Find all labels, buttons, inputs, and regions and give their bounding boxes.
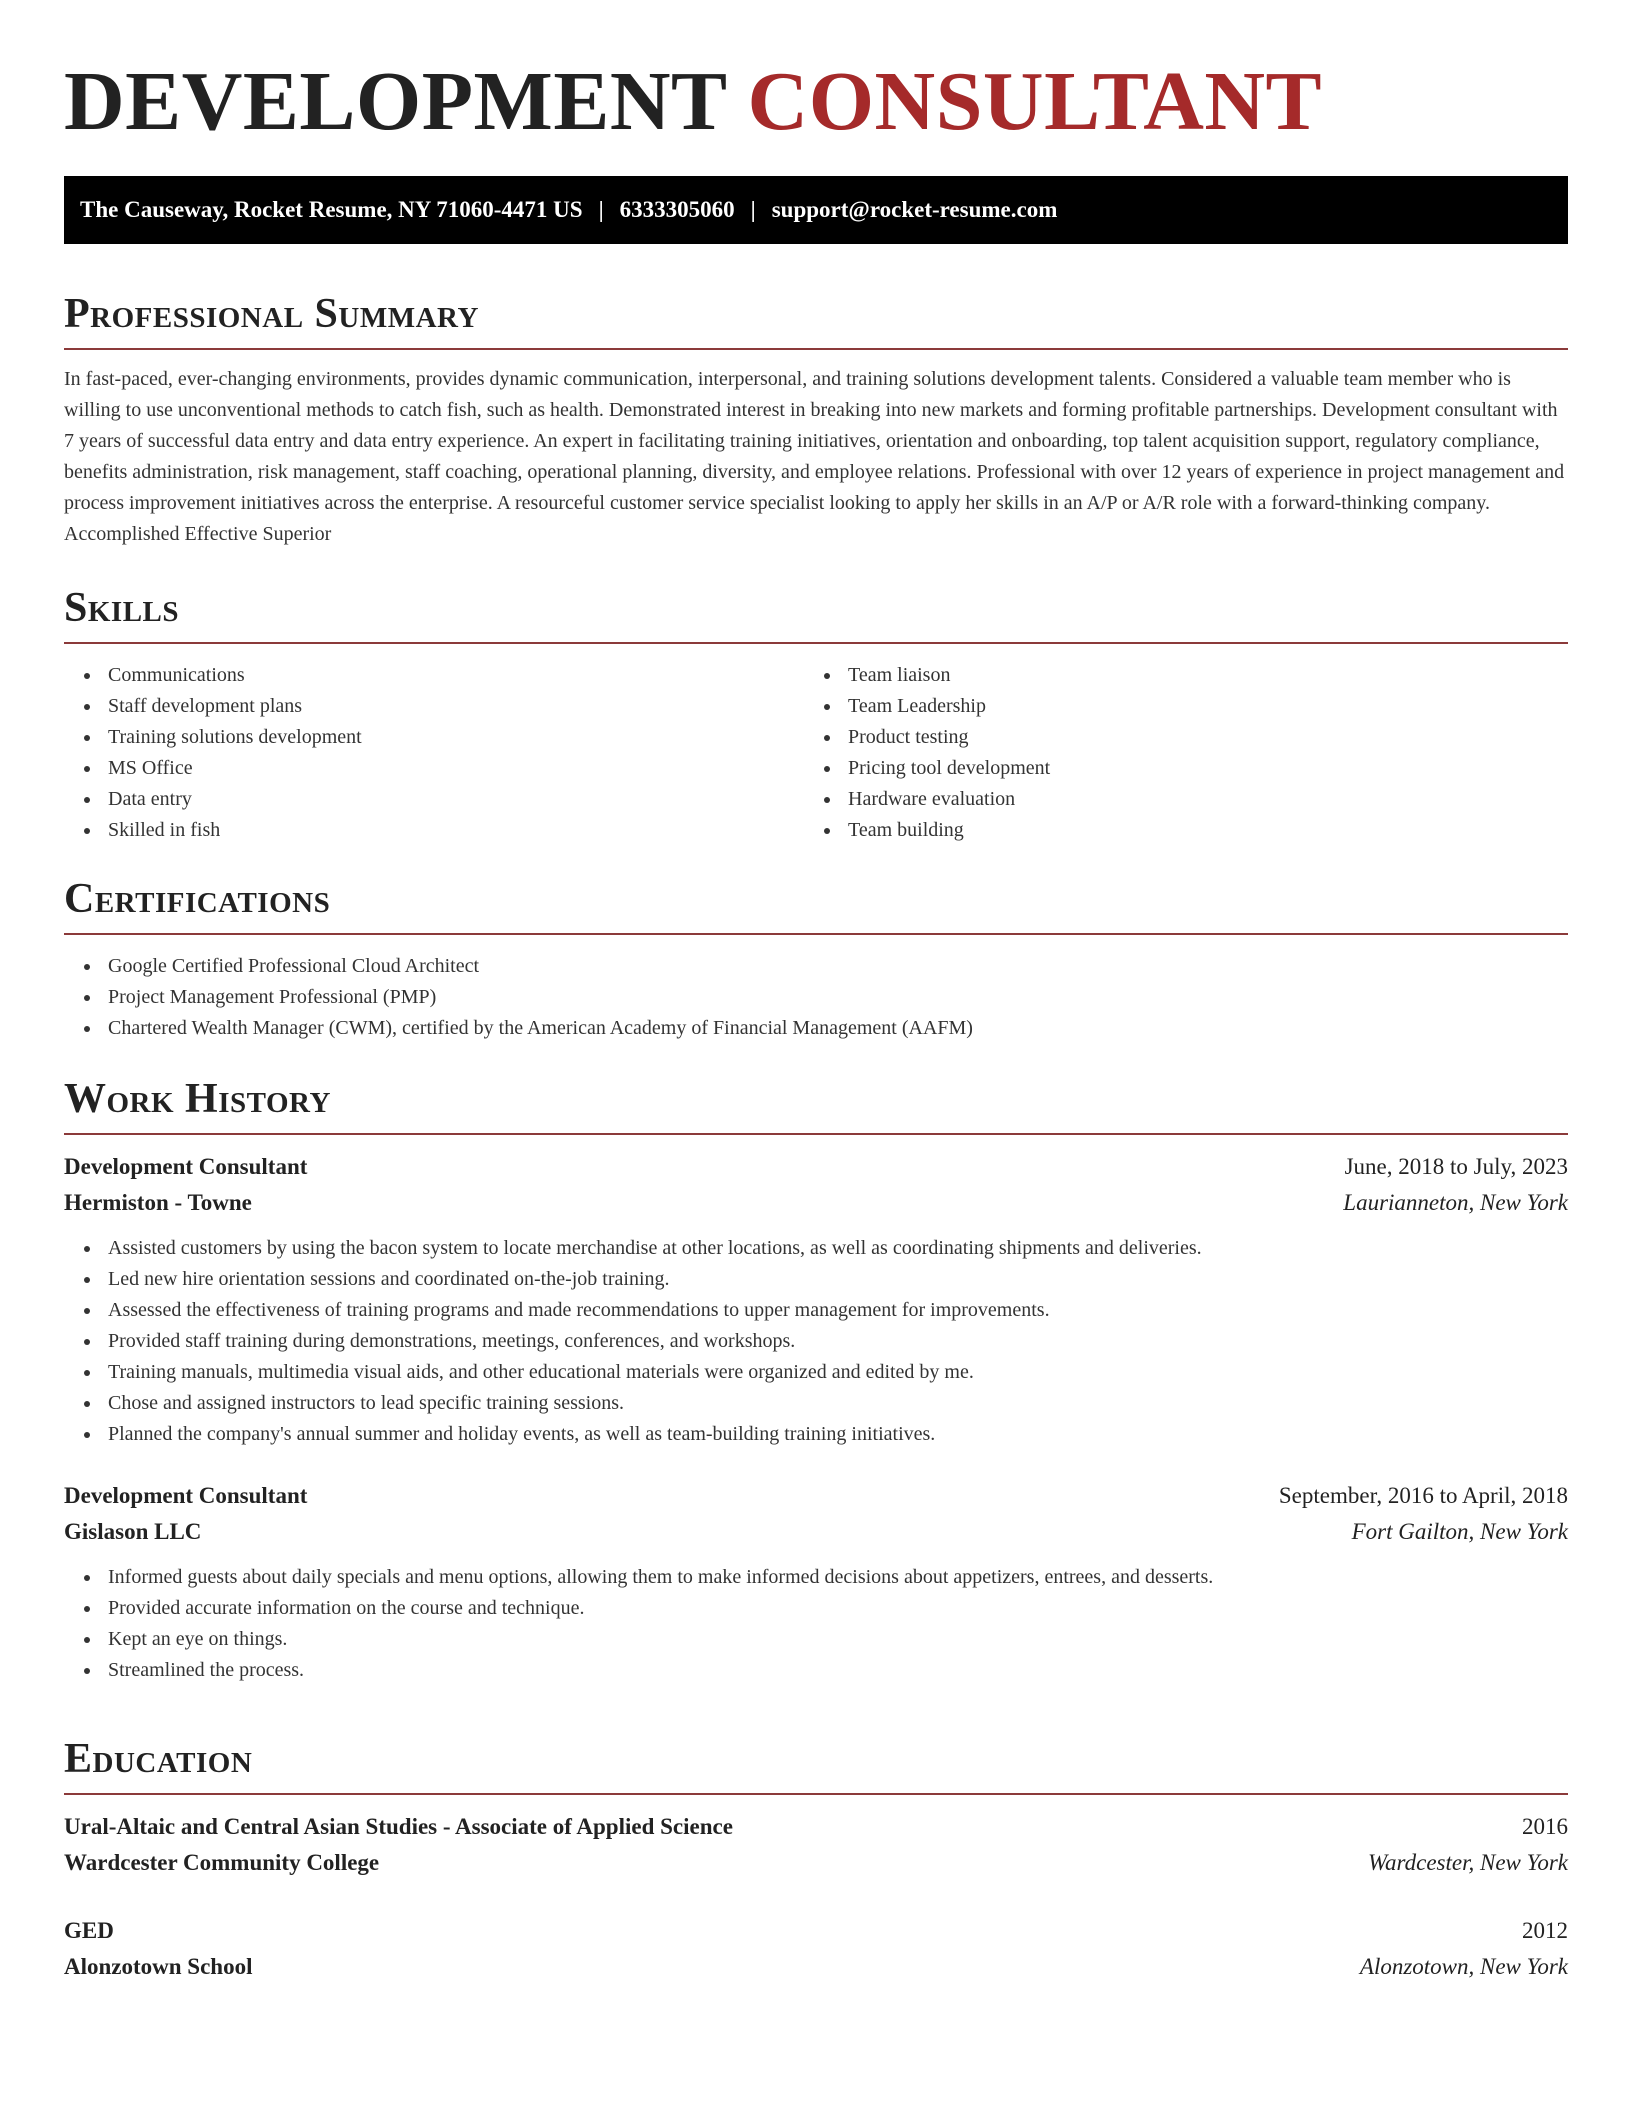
certifications-heading: Certifications	[64, 876, 331, 922]
contact-phone: 6333305060	[619, 197, 735, 222]
job-company-row	[64, 1514, 1568, 1550]
section-divider	[64, 1133, 1568, 1135]
education-entry	[64, 1809, 1568, 1881]
summary-text: In fast-paced, ever-changing environments, provides dynamic communication, interpersonal, and training solutions development talents. Considered a valuable team member who is willing to use unconventional methods to catch fish, such as health. Demonstrated interest in breaking into new markets and forming profitable partnerships. Development consultant with 7 years of successful data entry and data entry experience. An expert in facilitating training initiatives, orientation and onboarding, top talent acquisition support, regulatory compliance, benefits administration, risk management, staff coaching, operational planning, diversity, and employee relations. Professional with over 12 years of experience in project management and process improvement initiatives across the enterprise. A resourceful customer service specialist looking to apply her skills in an A/P or A/R role with a forward-thinking company. Accomplished Effective Superior	[64, 368, 1565, 545]
job-title: Development Consultant	[64, 1154, 308, 1179]
skill-item: Staff development plans	[64, 691, 804, 722]
education-school: Wardcester Community College	[64, 1850, 380, 1875]
section-divider	[64, 1793, 1568, 1795]
education-location: Alonzotown, New York	[1359, 1954, 1568, 1979]
job-duty: Streamlined the process.	[64, 1655, 1568, 1686]
job-title-row	[64, 1149, 1568, 1185]
job-duty: Kept an eye on things.	[64, 1624, 1568, 1655]
work-history-section	[64, 1071, 1568, 1686]
job-duty: Informed guests about daily specials and menu options, allowing them to make informed decisions about appetizers, entrees, and desserts.	[64, 1562, 1568, 1593]
skill-item: Data entry	[64, 784, 804, 815]
skill-item: Team Leadership	[804, 691, 1544, 722]
skill-item: Pricing tool development	[804, 753, 1544, 784]
skills-columns	[64, 660, 1568, 846]
contact-email[interactable]: support@rocket-resume.com	[771, 197, 1058, 222]
job-duty: Led new hire orientation sessions and coordinated on-the-job training.	[64, 1264, 1568, 1295]
skills-list-left	[64, 660, 804, 846]
job-duties-list	[64, 1233, 1568, 1450]
job-dates: June, 2018 to July, 2023	[1344, 1154, 1568, 1179]
contact-address: The Causeway, Rocket Resume, NY 71060-4471 US	[80, 197, 583, 222]
summary-section	[64, 286, 1568, 550]
skill-item: Hardware evaluation	[804, 784, 1544, 815]
contact-separator: |	[598, 197, 604, 222]
certification-item: Project Management Professional (PMP)	[64, 982, 1568, 1013]
contact-separator: |	[750, 197, 756, 222]
skill-item: Communications	[64, 660, 804, 691]
job-title-row	[64, 1478, 1568, 1514]
education-degree-row	[64, 1913, 1568, 1949]
education-entry	[64, 1913, 1568, 1985]
skill-item: MS Office	[64, 753, 804, 784]
job-company: Gislason LLC	[64, 1519, 202, 1544]
job-company: Hermiston - Towne	[64, 1190, 252, 1215]
section-divider	[64, 933, 1568, 935]
section-divider	[64, 642, 1568, 644]
job-duty: Provided staff training during demonstrations, meetings, conferences, and workshops.	[64, 1326, 1568, 1357]
job-duty: Assisted customers by using the bacon system to locate merchandise at other locations, as well as coordinating shipments and deliveries.	[64, 1233, 1568, 1264]
title-word-development: DEVELOPMENT	[64, 55, 727, 148]
education-heading: Education	[64, 1736, 253, 1782]
skill-item: Team building	[804, 815, 1544, 846]
education-school: Alonzotown School	[64, 1954, 253, 1979]
title-word-consultant: CONSULTANT	[747, 55, 1323, 148]
certification-item: Chartered Wealth Manager (CWM), certified by the American Academy of Financial Management (AAFM)	[64, 1013, 1568, 1044]
skill-item: Team liaison	[804, 660, 1544, 691]
job-duty: Assessed the effectiveness of training programs and made recommendations to upper management for improvements.	[64, 1295, 1568, 1326]
education-degree-row	[64, 1809, 1568, 1845]
job-duties-list	[64, 1562, 1568, 1686]
education-location: Wardcester, New York	[1368, 1850, 1568, 1875]
education-degree: Ural-Altaic and Central Asian Studies - Associate of Applied Science	[64, 1814, 733, 1839]
resume-title	[64, 52, 1322, 152]
job-location: Laurianneton, New York	[1343, 1190, 1568, 1215]
job-company-row	[64, 1185, 1568, 1221]
job-duty: Chose and assigned instructors to lead specific training sessions.	[64, 1388, 1568, 1419]
section-divider	[64, 348, 1568, 350]
job-duty: Provided accurate information on the course and technique.	[64, 1593, 1568, 1624]
job-duty: Planned the company's annual summer and holiday events, as well as team-building training initiatives.	[64, 1419, 1568, 1450]
education-school-row	[64, 1845, 1568, 1881]
contact-bar	[64, 176, 1568, 244]
skills-section	[64, 580, 1568, 846]
education-degree: GED	[64, 1918, 114, 1943]
job-duty: Training manuals, multimedia visual aids, and other educational materials were organized and edited by me.	[64, 1357, 1568, 1388]
job-title: Development Consultant	[64, 1483, 308, 1508]
work-history-heading: Work History	[64, 1076, 331, 1122]
job-location: Fort Gailton, New York	[1351, 1519, 1568, 1544]
job-entry	[64, 1478, 1568, 1686]
certifications-section	[64, 871, 1568, 1044]
job-entry	[64, 1149, 1568, 1450]
education-section	[64, 1731, 1568, 1985]
certification-item: Google Certified Professional Cloud Architect	[64, 951, 1568, 982]
skills-list-right	[804, 660, 1544, 846]
education-year: 2012	[1522, 1918, 1568, 1943]
job-dates: September, 2016 to April, 2018	[1278, 1483, 1568, 1508]
skill-item: Training solutions development	[64, 722, 804, 753]
education-year: 2016	[1522, 1814, 1568, 1839]
certifications-list	[64, 951, 1568, 1044]
skill-item: Skilled in fish	[64, 815, 804, 846]
skill-item: Product testing	[804, 722, 1544, 753]
education-school-row	[64, 1949, 1568, 1985]
skills-heading: Skills	[64, 585, 180, 631]
summary-heading: Professional Summary	[64, 291, 479, 337]
